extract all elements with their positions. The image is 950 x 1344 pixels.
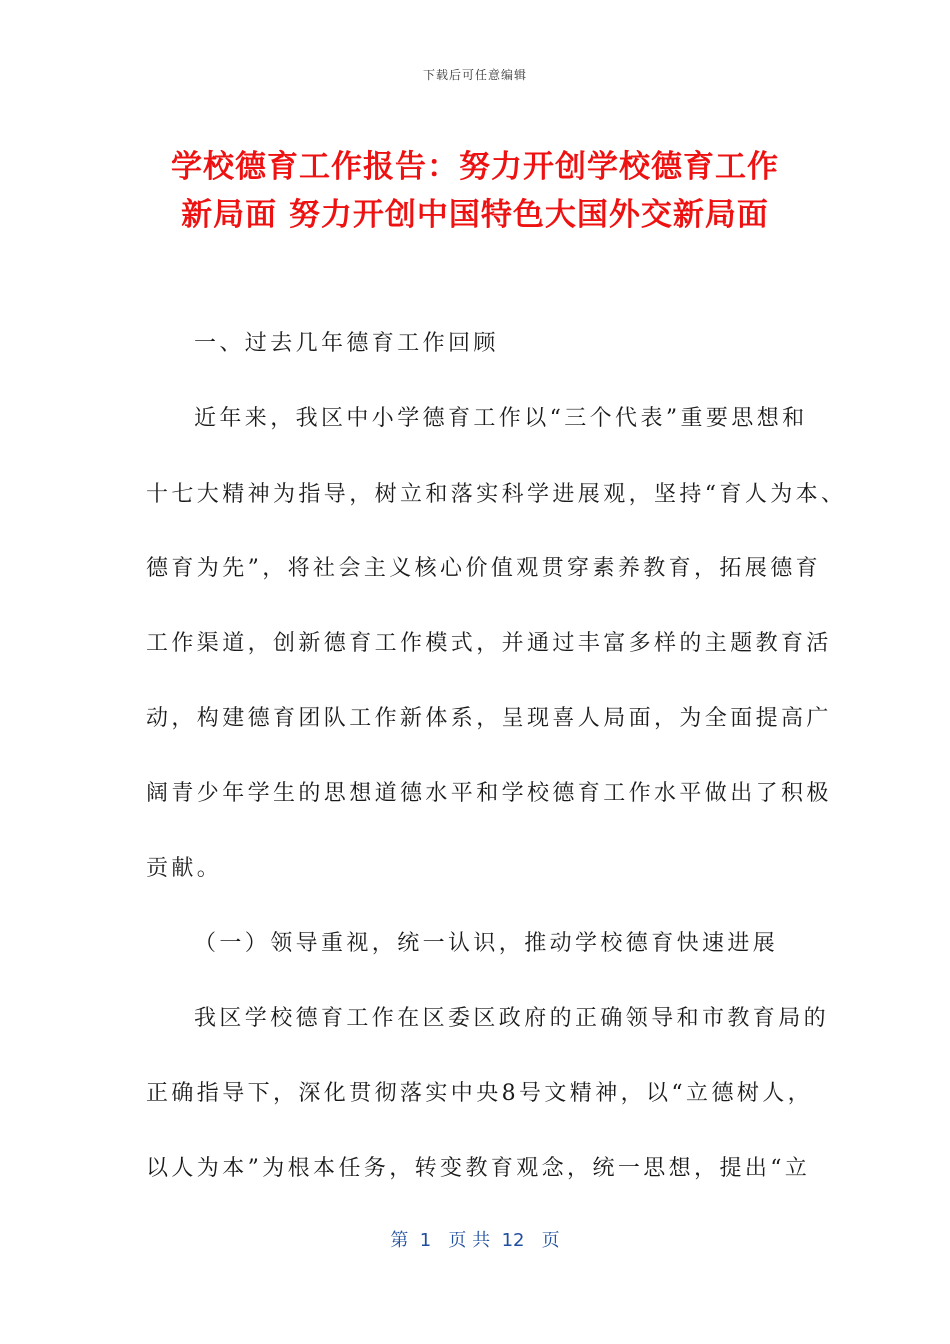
document-title xyxy=(90,143,860,239)
paragraph-line: 近年来，我区中小学德育工作以“三个代表”重要思想和 xyxy=(194,406,808,431)
subsection-heading: （一）领导重视，统一认识，推动学校德育快速进展 xyxy=(194,931,779,956)
paragraph-line: 正确指导下，深化贯彻落实中央8号文精神，以“立德树人， xyxy=(146,1081,814,1106)
paragraph-line: 我区学校德育工作在区委区政府的正确领导和市教育局的 xyxy=(194,1006,830,1031)
paragraph-line: 十七大精神为指导，树立和落实科学进展观，坚持“育人为本、 xyxy=(146,482,847,507)
paragraph-line: 德育为先”，将社会主义核心价值观贯穿素养教育，拓展德育 xyxy=(146,556,822,581)
page-number: 第 1 页 共 12 页 xyxy=(390,1230,560,1251)
paragraph-line: 工作渠道，创新德育工作模式，并通过丰富多样的主题教育活 xyxy=(146,631,832,656)
paragraph-line: 阔青少年学生的思想道德水平和学校德育工作水平做出了积极 xyxy=(146,781,832,806)
paragraph-line: 动，构建德育团队工作新体系，呈现喜人局面，为全面提高广 xyxy=(146,706,832,731)
section-heading: 一、过去几年德育工作回顾 xyxy=(194,331,499,356)
paragraph-line: 贡献。 xyxy=(146,856,223,881)
header-note: 下载后可任意编辑 xyxy=(422,68,527,82)
paragraph-line: 以人为本”为根本任务，转变教育观念，统一思想，提出“立 xyxy=(146,1156,811,1181)
title-line-1: 学校德育工作报告：努力开创学校德育工作 xyxy=(171,149,779,185)
title-line-2: 新局面 努力开创中国特色大国外交新局面 xyxy=(181,197,769,233)
